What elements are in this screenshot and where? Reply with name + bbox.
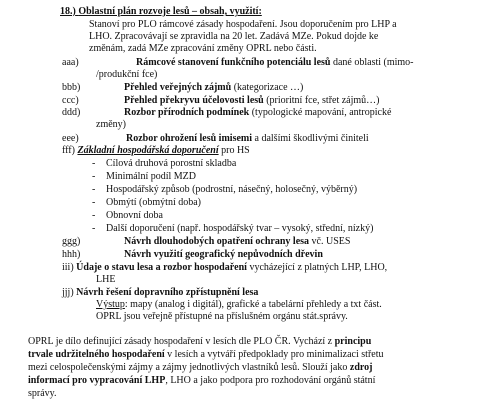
item-title: Návrh dlouhodobých opatření ochrany lesa: [124, 236, 310, 247]
summary-line: [28, 375, 375, 387]
bullet-item: Minimální podíl MZD: [106, 171, 196, 182]
item-marker: jjj): [62, 287, 74, 298]
item-text: dané oblasti (mimo-: [330, 57, 414, 68]
item-text: (kategorizace …): [231, 82, 304, 93]
section-heading: [60, 6, 262, 18]
item-marker: aaa): [62, 57, 79, 68]
item-text: (typologické mapování, antropické: [249, 107, 392, 118]
item-output: [96, 299, 382, 311]
item-text: a dalšími škodlivými činiteli: [252, 133, 369, 144]
section-number: 18.): [60, 6, 76, 17]
item-eee: [126, 133, 369, 145]
section-title: Oblastní plán rozvoje lesů – obsah, využití:: [78, 6, 262, 17]
bullet-item: Další doporučení (např. hospodářský tvar – vysoký, střední, nízký): [106, 223, 374, 234]
item-marker: ddd): [62, 107, 81, 118]
item-fff: [62, 145, 250, 157]
summary-emphasis: informací pro vypracování LHP: [28, 375, 166, 386]
item-marker: ggg): [62, 236, 81, 247]
summary-text: OPRL je dílo definující zásady hospodaření v lesích dle PLO ČR. Vychází z: [28, 336, 335, 347]
bullet-dash: -: [92, 184, 96, 195]
item-aaa: [136, 57, 414, 69]
item-iii: [62, 262, 387, 274]
bullet-item: Obnovní doba: [106, 210, 163, 221]
item-marker: fff): [62, 145, 75, 156]
bullet-item: Cílová druhová porostní skladba: [106, 158, 237, 169]
item-continuation: změny): [96, 119, 126, 130]
item-continuation: /produkční fce): [96, 69, 158, 80]
summary-emphasis: principu: [334, 336, 372, 347]
item-continuation: LHE: [96, 274, 116, 285]
summary-text: mezi celospolečenskými zájmy a zájmy jednotlivých vlastníků lesů. Slouží jako: [28, 362, 350, 373]
item-text: vycházející z platných LHP, LHO,: [246, 262, 388, 273]
summary-text: , LHO a jako podpora pro rozhodování orgánů státní: [165, 375, 376, 386]
intro-line: Stanoví pro PLO rámcové zásady hospodaření. Jsou doporučením pro LHP a: [89, 19, 397, 30]
item-ddd: [124, 107, 391, 119]
item-title: Přehled veřejných zájmů: [124, 82, 232, 93]
item-marker: ccc): [62, 95, 79, 106]
item-text: (prioritní fce, střet zájmů…): [263, 95, 380, 106]
intro-line: LHO. Zpracovávají se zpravidla na 20 let. Zadává MZe. Pokud dojde ke: [89, 31, 379, 42]
bullet-dash: -: [92, 171, 96, 182]
bullet-dash: -: [92, 197, 96, 208]
bullet-item: Obmýtí (obmýtní doba): [106, 197, 201, 208]
item-text: pro HS: [218, 145, 250, 156]
item-title: Rozbor přírodních podmínek: [124, 107, 250, 118]
bullet-dash: -: [92, 223, 96, 234]
item-ggg: [124, 236, 350, 248]
output-text: : mapy (analog i digitál), grafické a tabelární přehledy a txt část.: [124, 299, 382, 310]
item-title: Rámcové stanovení funkčního potenciálu lesů: [136, 57, 331, 68]
item-text: vč. USES: [309, 236, 351, 247]
summary-line: správy.: [28, 388, 57, 399]
summary-line: [28, 362, 372, 374]
bullet-dash: -: [92, 158, 96, 169]
output-label: Výstup: [96, 299, 125, 310]
item-title: Návrh řešení dopravního zpřístupnění lesa: [76, 287, 259, 298]
bullet-dash: -: [92, 210, 96, 221]
item-hhh: Návrh využití geografický nepůvodních dřevin: [124, 249, 323, 260]
item-ccc: [124, 95, 380, 107]
item-title: Údaje o stavu lesa a rozbor hospodaření: [76, 262, 247, 273]
item-jjj: [62, 287, 258, 299]
summary-line: [28, 336, 371, 348]
item-marker: eee): [62, 133, 79, 144]
summary-text: v lesích a vytváří předpoklady pro minimalizaci střetu: [164, 349, 384, 360]
item-bbb: [124, 82, 303, 94]
summary-emphasis: trvale udržitelného hospodaření: [28, 349, 165, 360]
item-marker: hhh): [62, 249, 81, 260]
item-marker: iii): [62, 262, 74, 273]
item-title: Přehled překryvu účelovosti lesů: [124, 95, 264, 106]
intro-line: změnám, zadá MZe zpracování změny OPRL nebo části.: [89, 43, 317, 54]
item-marker: bbb): [62, 82, 81, 93]
summary-line: [28, 349, 384, 361]
item-title: Základní hospodářská doporučení: [77, 145, 219, 156]
item-note: OPRL jsou veřejně přístupné na příslušném orgánu stát.správy.: [96, 311, 348, 322]
summary-emphasis: zdroj: [349, 362, 373, 373]
item-title: Rozbor ohrožení lesů imisemi: [126, 133, 253, 144]
bullet-item: Hospodářský způsob (podrostní, násečný, holosečný, výběrný): [106, 184, 358, 195]
